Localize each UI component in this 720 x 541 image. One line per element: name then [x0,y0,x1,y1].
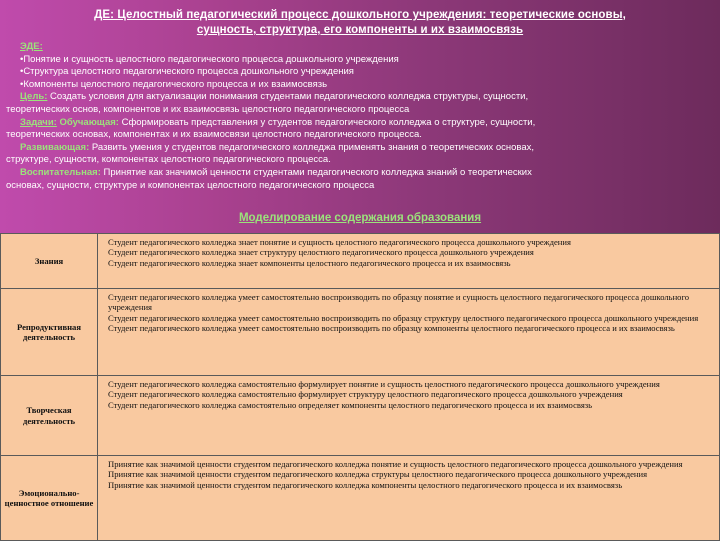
statement: Студент педагогического колледжа умеет самостоятельно воспроизводить по образцу компоненты целостного педагогического процесса и их взаимосвязь [108,323,675,334]
goal-line-cont: теоретических основ, компонентов и их взаимосвязь целостного педагогического процесса [6,103,410,115]
educational-line-cont: основах, сущности, структуре и компонентах целостного педагогического процесса [6,179,375,191]
developing-label: Развивающая: [20,141,90,153]
row-content [98,456,720,541]
objectives-block [6,41,712,192]
ede-heading: ЭДЕ: [20,41,43,52]
row-content [98,234,720,289]
table-row [1,376,720,456]
statement: Студент педагогического колледжа знает структуру целостного педагогического процесса дошкольного учреждения [108,247,534,258]
statement: Студент педагогического колледжа умеет самостоятельно воспроизводить по образцу структуру целостного педагогического процесса дошкольного учреждения [108,312,699,323]
tasks-label: Задачи: [20,116,57,128]
ede-item: •Компоненты целостного педагогического процесса и их взаимосвязь [20,78,328,90]
row-content [98,289,720,376]
section-heading: Моделирование содержания образования [238,212,482,224]
slide-title [20,8,700,38]
teaching-label: Обучающая: [56,116,119,128]
table-row [1,456,720,541]
statement: Студент педагогического колледжа знает понятие и сущность целостного педагогического процесса дошкольного учреждения [108,237,571,247]
educational-line: Воспитательная: Принятие как значимой ценности студентами педагогического колледжа знаний о теоретических [20,166,532,178]
developing-line-cont: структуре, сущности, компонентах целостного педагогического процесса. [6,154,331,166]
row-label: Эмоционально-ценностное отношение [1,456,98,541]
tasks-line: Задачи: Обучающая: Сформировать представления у студентов педагогического колледжа о структуре, сущности, [20,116,536,128]
educational-label: Воспитательная: [20,166,101,178]
row-label: Знания [1,234,98,289]
statement: Принятие как значимой ценности студентом педагогического колледжа понятие и сущность целостного педагогического процесса дошкольного учреждения [108,459,683,469]
ede-item: •Понятие и сущность целостного педагогического процесса дошкольного учреждения [20,53,399,65]
statement: Принятие как значимой ценности студентом педагогического колледжа структуры целостного педагогического процесса дошкольного учреждения [108,469,648,480]
statement: Студент педагогического колледжа умеет самостоятельно воспроизводить по образцу понятие и сущность целостного педагогического процесса дошкольного учреждения [108,292,690,313]
table-row [1,234,720,289]
table-row [1,289,720,376]
statement: Студент педагогического колледжа самостоятельно определяет компоненты целостного педагогического процесса и их взаимосвязь [108,399,593,410]
statement: Принятие как значимой ценности студентом педагогического колледжа компоненты целостного педагогического процесса и их взаимосвязь [108,479,623,490]
title-line-1: ДЕ: Целостный педагогический процесс дошкольного учреждения: теоретические основы, [94,9,626,21]
statement: Студент педагогического колледжа знает компоненты целостного педагогического процесса и их взаимосвязь [108,257,511,268]
tasks-line-cont: теоретических основах, компонентах и их взаимосвязи целостного педагогического процесса. [6,129,422,141]
row-label: Репродуктивная деятельность [1,289,98,376]
goal-label: Цель: [20,91,48,103]
row-label: Творческая деятельность [1,376,98,456]
statement: Студент педагогического колледжа самостоятельно формулирует структуру целостного педагогического процесса дошкольного учреждения [108,389,623,400]
developing-line: Развивающая: Развить умения у студентов педагогического колледжа применять знания о теоретических основах, [20,141,534,153]
goal-line: Цель: Создать условия для актуализации понимания студентами педагогического колледжа структуры, сущности, [20,91,529,103]
ede-item: •Структура целостного педагогического процесса дошкольного учреждения [20,66,354,78]
statement: Студент педагогического колледжа самостоятельно формулирует понятие и сущность целостного педагогического процесса дошкольного учреждения [108,379,660,389]
row-content [98,376,720,456]
content-model-table [0,233,720,541]
title-line-2: сущность, структура, его компоненты и их взаимосвязь [196,24,524,36]
